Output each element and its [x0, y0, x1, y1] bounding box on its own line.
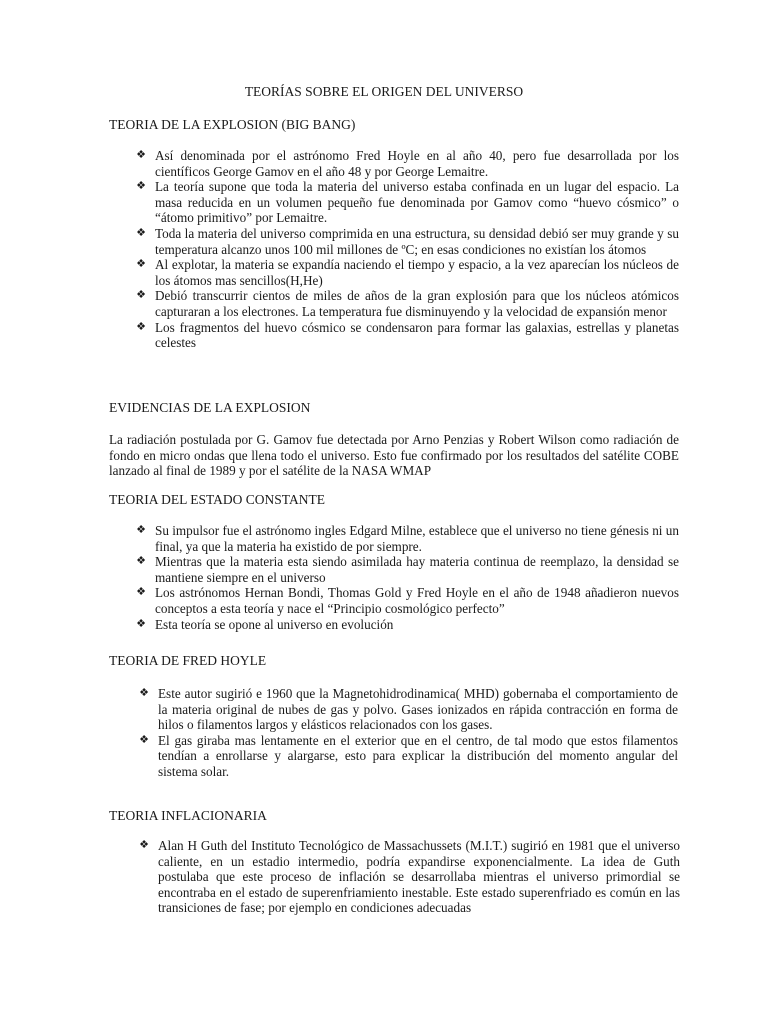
diamond-bullet-icon: ❖ — [136, 149, 146, 161]
section-heading-fred-hoyle: TEORIA DE FRED HOYLE — [109, 653, 267, 668]
list-item: ❖ Los astrónomos Hernan Bondi, Thomas Gold y Fred Hoyle en el año de 1948 añadieron nuevos conceptos a esta teoría y nace el “Principio cosmológico perfecto” — [155, 585, 679, 616]
diamond-bullet-icon: ❖ — [136, 226, 146, 239]
evidencias-paragraph: La radiación postulada por G. Gamov fue detectada por Arno Penzias y Robert Wilson como radiación de fondo en micro ondas que llena todo el universo. Esto fue confirmado por los resultados del satélite COBE lanzado al final de 1989 y por el satélite de la NASA WMAP — [109, 432, 679, 479]
diamond-bullet-icon: ❖ — [136, 524, 146, 536]
list-item: ❖ Este autor sugirió e 1960 que la Magnetohidrodinamica( MHD) gobernaba el comportamiento de la materia original de nubes de gas y polvo. Gases ionizados en rápida contracción en forma de hilos o filamentos largos y elásticos relacionados con los gases. — [158, 686, 678, 733]
list-item: ❖ Alan H Guth del Instituto Tecnológico de Massachussets (M.I.T.) sugirió en 1981 que el universo caliente, en un estadio intermedio, podría expandirse exponencialmente. La idea de Guth postulaba que este proceso de inflación se desarrollaba mientras el universo primordial se encontraba en el estado de superenfriamiento inestable. Este estado superenfriado es común en las transiciones de fase; por ejemplo en condiciones adecuadas — [158, 838, 680, 916]
estado-constante-bullet-list — [136, 523, 679, 632]
section-heading-estado-constante: TEORIA DEL ESTADO CONSTANTE — [109, 492, 325, 507]
list-item: ❖ Así denominada por el astrónomo Fred Hoyle en al año 40, pero fue desarrollada por los científicos George Gamov en el año 48 y por George Lemaitre. — [155, 148, 679, 179]
diamond-bullet-icon: ❖ — [136, 258, 146, 271]
diamond-bullet-icon: ❖ — [136, 320, 146, 333]
list-item: ❖ Su impulsor fue el astrónomo ingles Edgard Milne, establece que el universo no tiene génesis ni un final, ya que la materia ha existido de por siempre. — [155, 523, 679, 554]
diamond-bullet-icon: ❖ — [136, 586, 146, 599]
section-heading-big-bang: TEORIA DE LA EXPLOSION (BIG BANG) — [109, 117, 356, 132]
diamond-bullet-icon: ❖ — [136, 180, 146, 193]
list-item: ❖ Esta teoría se opone al universo en evolución — [155, 617, 679, 633]
diamond-bullet-icon: ❖ — [139, 733, 149, 746]
diamond-bullet-icon: ❖ — [139, 687, 149, 699]
list-item: ❖ El gas giraba mas lentamente en el exterior que en el centro, de tal modo que estos filamentos tendían a enrollarse y alargarse, esto para explicar la distribución del momento angular del sistema solar. — [158, 733, 678, 780]
list-item: ❖ La teoría supone que toda la materia del universo estaba confinada en un lugar del espacio. La masa reducida en un volumen pequeño fue denominada por Gamov como “huevo cósmico” o “átomo primitivo” por Lemaitre. — [155, 179, 679, 226]
fred-hoyle-bullet-list — [139, 686, 678, 780]
list-item: ❖ Los fragmentos del huevo cósmico se condensaron para formar las galaxias, estrellas y planetas celestes — [155, 320, 679, 351]
diamond-bullet-icon: ❖ — [136, 555, 146, 568]
big-bang-bullet-list — [136, 148, 679, 351]
section-heading-evidencias: EVIDENCIAS DE LA EXPLOSION — [109, 400, 311, 415]
diamond-bullet-icon: ❖ — [136, 289, 146, 302]
document-title: TEORÍAS SOBRE EL ORIGEN DEL UNIVERSO — [244, 84, 524, 99]
inflacionaria-bullet-list — [139, 838, 680, 916]
list-item: ❖ Debió transcurrir cientos de miles de años de la gran explosión para que los núcleos atómicos capturaran a los electrones. La temperatura fue disminuyendo y la velocidad de expansión menor — [155, 288, 679, 319]
list-item: ❖ Mientras que la materia esta siendo asimilada hay materia continua de reemplazo, la densidad se mantiene siempre en el universo — [155, 554, 679, 585]
section-heading-inflacionaria: TEORIA INFLACIONARIA — [109, 808, 267, 823]
diamond-bullet-icon: ❖ — [136, 617, 146, 630]
list-item: ❖ Al explotar, la materia se expandía naciendo el tiempo y espacio, a la vez aparecían los núcleos de los átomos mas sencillos(H,He) — [155, 257, 679, 288]
list-item: ❖ Toda la materia del universo comprimida en una estructura, su densidad debió ser muy grande y su temperatura alcanzo unos 100 mil millones de ºC; en esas condiciones no existían los átomos — [155, 226, 679, 257]
diamond-bullet-icon: ❖ — [139, 839, 149, 851]
